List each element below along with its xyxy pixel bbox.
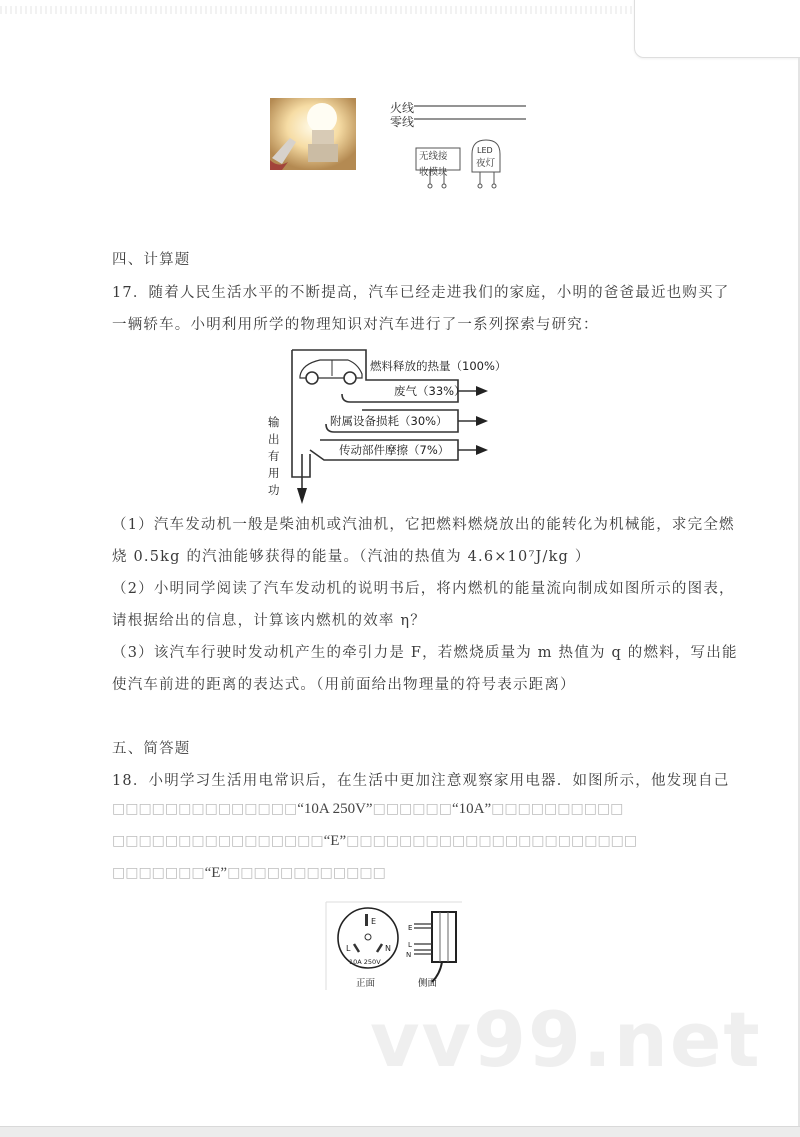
- svg-text:功: 功: [268, 483, 280, 497]
- q18-text-line1: 18．小明学习生活用电常识后，在生活中更加注意观察家用电器．如图所示，他发现自己: [112, 773, 730, 789]
- svg-text:出: 出: [268, 432, 280, 446]
- section-5-heading: 五、简答题: [112, 741, 191, 757]
- section-4-heading: 四、计算题: [112, 252, 191, 268]
- svg-text:燃料释放的热量（100%）: 燃料释放的热量（100%）: [370, 359, 507, 373]
- svg-text:输: 输: [268, 415, 280, 429]
- svg-text:N: N: [385, 944, 391, 953]
- svg-text:附属设备损耗（30%）: 附属设备损耗（30%）: [330, 414, 448, 428]
- energy-flow-diagram: [262, 342, 532, 512]
- svg-text:L: L: [408, 941, 412, 949]
- svg-text:正面: 正面: [356, 978, 376, 989]
- corner-tab: [634, 0, 800, 58]
- svg-text:侧面: 侧面: [418, 978, 438, 989]
- svg-text:废气（33%）: 废气（33%）: [394, 384, 466, 398]
- watermark: vv99.net: [370, 995, 762, 1084]
- svg-text:LED: LED: [477, 146, 493, 155]
- svg-text:E: E: [408, 924, 413, 932]
- svg-text:无线接: 无线接: [419, 151, 448, 162]
- q18-garbled-line3: □□□□□□□“E”□□□□□□□□□□□□: [112, 865, 386, 881]
- plug-figure: [324, 900, 464, 992]
- svg-text:E: E: [371, 917, 377, 926]
- bottom-edge: [0, 1126, 800, 1137]
- svg-text:有: 有: [268, 449, 280, 463]
- svg-text:火线: 火线: [390, 101, 415, 115]
- svg-text:零线: 零线: [390, 115, 415, 129]
- q18-garbled-line2: □□□□□□□□□□□□□□□□“E”□□□□□□□□□□□□□□□□□□□□□□: [112, 833, 638, 849]
- svg-text:N: N: [406, 951, 412, 959]
- svg-text:夜灯: 夜灯: [476, 158, 496, 169]
- q18-garbled-line1: □□□□□□□□□□□□□□“10A 250V”□□□□□□“10A”□□□□□□□□□□: [112, 801, 624, 817]
- q17-text-line2: 一辆轿车。小明利用所学的物理知识对汽车进行了一系列探索与研究：: [112, 317, 599, 333]
- svg-text:10A 250V: 10A 250V: [349, 958, 381, 966]
- q17-sub3-line2: 使汽车前进的距离的表达式。（用前面给出物理量的符号表示距离）: [112, 677, 576, 693]
- svg-text:传动部件摩擦（7%）: 传动部件摩擦（7%）: [339, 443, 450, 457]
- svg-text:收模块: 收模块: [419, 167, 448, 178]
- q17-sub3-line1: （3）该汽车行驶时发动机产生的牵引力是 F，若燃烧质量为 m 热值为 q 的燃料，写出能: [112, 645, 738, 661]
- q17-sub1-line1: （1）汽车发动机一般是柴油机或汽油机，它把燃料燃烧放出的能转化为机械能，求完全燃: [112, 517, 735, 533]
- q17-text-line1: 17．随着人民生活水平的不断提高，汽车已经走进我们的家庭，小明的爸爸最近也购买了: [112, 285, 730, 301]
- q17-sub2-line1: （2）小明同学阅读了汽车发动机的说明书后，将内燃机的能量流向制成如图所示的图表，: [112, 581, 735, 597]
- svg-text:用: 用: [268, 466, 280, 480]
- lamp-circuit-figure: [268, 98, 538, 194]
- q17-sub1-line2: 烧 0.5kg 的汽油能够获得的能量。（汽油的热值为 4.6×10⁷J/kg ）: [112, 549, 591, 565]
- q17-sub2-line2: 请根据给出的信息，计算该内燃机的效率 η？: [112, 613, 426, 629]
- svg-text:L: L: [346, 944, 351, 953]
